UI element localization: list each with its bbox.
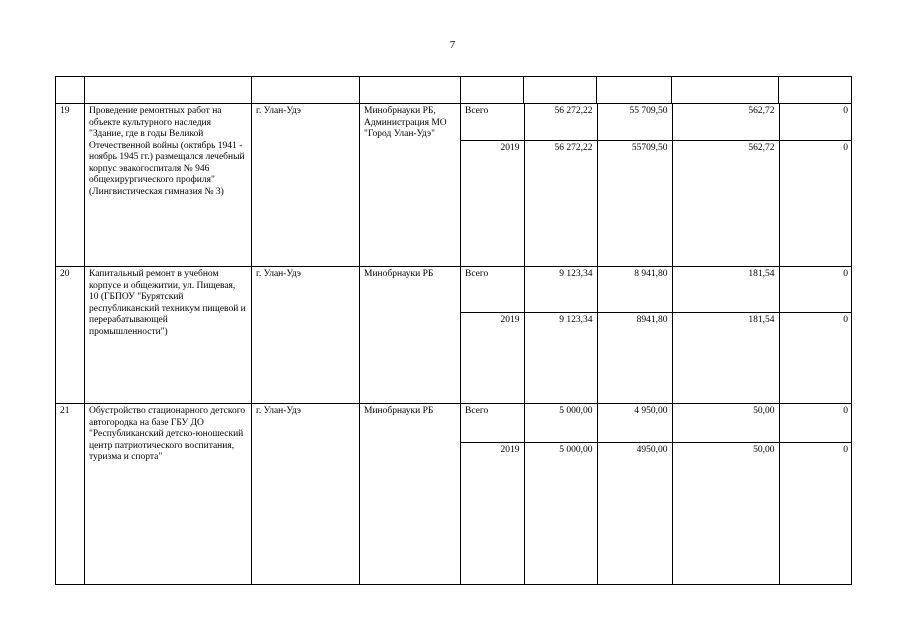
- page-number: 7: [449, 39, 456, 51]
- funding-other: 0: [779, 404, 852, 442]
- funding-total: 9 123,34: [524, 267, 597, 312]
- header-cell: [360, 77, 461, 104]
- table-row: [56, 404, 852, 585]
- header-cell: [56, 77, 85, 104]
- funding-federal: 8941,80: [597, 312, 672, 403]
- funding-other: 0: [779, 267, 852, 312]
- funding-federal: 8 941,80: [597, 267, 672, 312]
- funding-cell: [461, 104, 852, 267]
- funding-label: Всего: [461, 267, 524, 312]
- funding-label: Всего: [461, 404, 524, 442]
- header-cell: [524, 77, 597, 104]
- row-responsible: Минобрнауки РБ: [360, 404, 461, 585]
- funding-total: 5 000,00: [524, 404, 597, 442]
- header-cell: [672, 77, 779, 104]
- funding-other: 0: [779, 312, 852, 403]
- funding-regional: 562,72: [672, 104, 779, 140]
- funding-federal: 55 709,50: [597, 104, 672, 140]
- funding-year-row: [461, 312, 852, 403]
- row-responsible: Минобрнауки РБ: [360, 267, 461, 404]
- funding-federal: 55709,50: [597, 140, 672, 266]
- funding-cell: [461, 267, 852, 404]
- funding-regional: 181,54: [672, 267, 779, 312]
- funding-subtable: [461, 267, 852, 403]
- funding-subtable: [461, 404, 852, 584]
- header-cell: [252, 77, 360, 104]
- funding-other: 0: [779, 442, 852, 584]
- header-cell: [85, 77, 252, 104]
- funding-total: 56 272,22: [524, 104, 597, 140]
- funding-total: 9 123,34: [524, 312, 597, 403]
- funding-federal: 4950,00: [597, 442, 672, 584]
- table-header-row: [56, 77, 852, 104]
- row-description: Капитальный ремонт в учебном корпусе и общежитии, ул. Пищевая, 10 (ГБПОУ "Бурятский республиканский техникум пищевой и перерабатывающей промышленности"): [85, 267, 252, 404]
- row-description: Проведение ремонтных работ на объекте культурного наследия "Здание, где в годы Великой Отечественной войны (октябрь 1941 - ноябрь 1945 гг.) размещался лечебный корпус эвакогоспиталя № 946 общехирургического профиля" (Лингвистическая гимназия № 3): [85, 104, 252, 267]
- funding-total: 5 000,00: [524, 442, 597, 584]
- table-row: [56, 267, 852, 404]
- funding-other: 0: [779, 140, 852, 266]
- row-responsible: Минобрнауки РБ, Администрация МО "Город Улан-Удэ": [360, 104, 461, 267]
- funding-regional: 562,72: [672, 140, 779, 266]
- funding-year: 2019: [500, 314, 520, 325]
- funding-total-row: [461, 404, 852, 442]
- row-location: г. Улан-Удэ: [252, 104, 360, 267]
- funding-total: 56 272,22: [524, 140, 597, 266]
- funding-year-row: [461, 442, 852, 584]
- header-cell: [779, 77, 852, 104]
- table-row: [56, 104, 852, 267]
- funding-label: Всего: [461, 104, 524, 140]
- funding-federal: 4 950,00: [597, 404, 672, 442]
- funding-cell: [461, 404, 852, 585]
- funding-regional: 50,00: [672, 404, 779, 442]
- row-location: г. Улан-Удэ: [252, 404, 360, 585]
- row-number: 19: [56, 104, 85, 267]
- funding-regional: 181,54: [672, 312, 779, 403]
- header-cell: [597, 77, 672, 104]
- funding-total-row: [461, 104, 852, 140]
- program-table: [55, 76, 852, 585]
- row-description: Обустройство стационарного детского автогородка на базе ГБУ ДО "Республиканский детско-юношеский центр патриотического воспитания, туризма и спорта": [85, 404, 252, 585]
- funding-year: 2019: [500, 142, 520, 153]
- funding-subtable: [461, 104, 852, 266]
- funding-other: 0: [779, 104, 852, 140]
- header-cell: [461, 77, 524, 104]
- funding-year: 2019: [500, 444, 520, 455]
- funding-total-row: [461, 267, 852, 312]
- funding-year-row: [461, 140, 852, 266]
- row-number: 20: [56, 267, 85, 404]
- funding-regional: 50,00: [672, 442, 779, 584]
- row-location: г. Улан-Удэ: [252, 267, 360, 404]
- row-number: 21: [56, 404, 85, 585]
